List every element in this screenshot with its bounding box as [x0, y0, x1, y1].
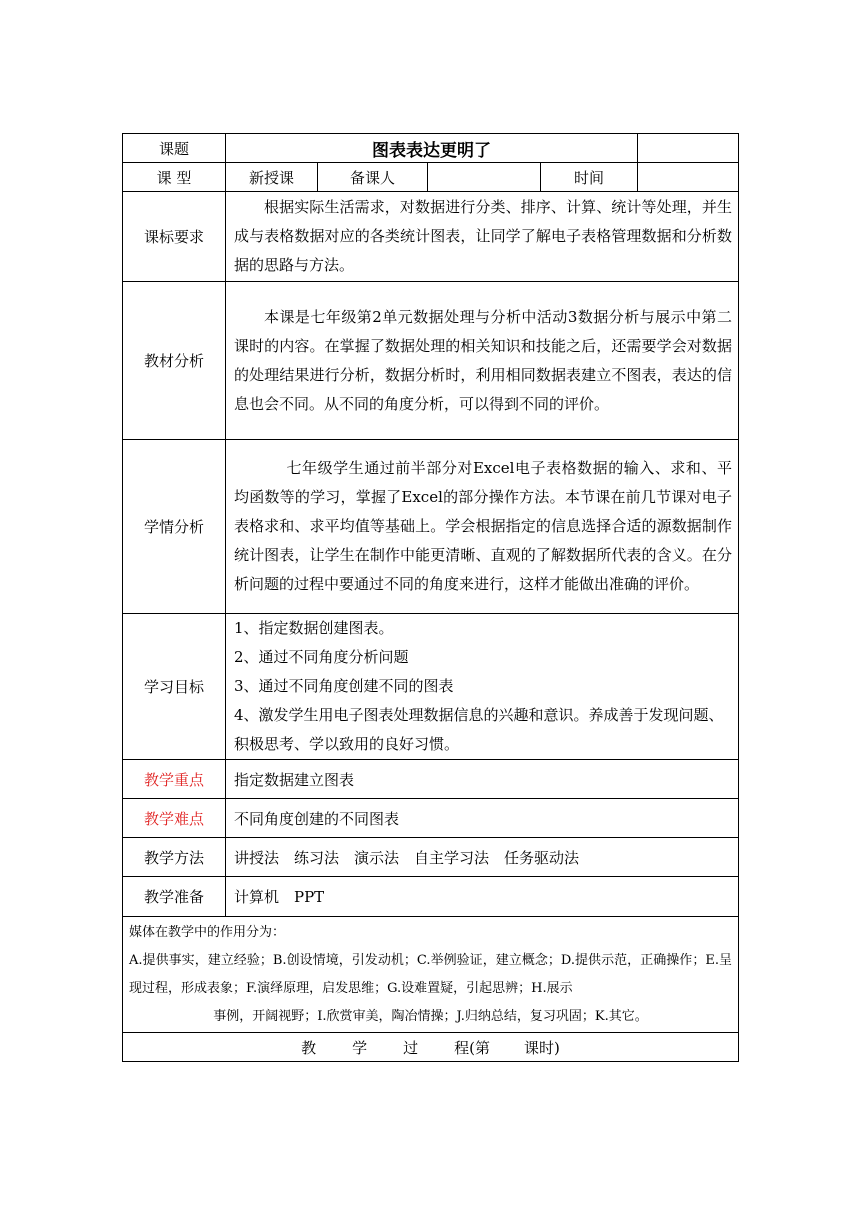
topic-label: 课题	[123, 134, 226, 163]
process-char: 过	[403, 1038, 419, 1057]
objective-item: 2、通过不同角度分析问题	[234, 648, 409, 666]
time-value	[638, 163, 739, 192]
material-row	[123, 282, 739, 440]
preparer-value	[428, 163, 541, 192]
key-point-label: 教学重点	[123, 760, 226, 799]
process-heading	[123, 1033, 739, 1062]
preparation-label: 教学准备	[123, 877, 226, 917]
media-cell	[123, 917, 739, 1033]
objectives-label: 学习目标	[123, 614, 226, 760]
objective-item: 4、激发学生用电子图表处理数据信息的兴趣和意识。养成善于发现问题、积极思考、学以致用的良好习惯。	[234, 706, 724, 753]
curriculum-label: 课标要求	[123, 192, 226, 282]
curriculum-text: 根据实际生活需求，对数据进行分类、排序、计算、统计等处理，并生成与表格数据对应的各类统计图表，让同学了解电子表格管理数据和分析数据的思路与方法。	[234, 198, 732, 274]
difficulty-row	[123, 799, 739, 838]
process-row	[123, 1033, 739, 1062]
media-body: A.提供事实，建立经验；B.创设情境，引发动机；C.举例验证，建立概念；D.提供示范，正确操作；E.呈现过程，形成表象；F.演绎原理，启发思维；G.设难置疑，引起思辨；H.展示	[129, 953, 732, 996]
method-text: 讲授法 练习法 演示法 自主学习法 任务驱动法	[226, 838, 739, 877]
type-label: 课 型	[123, 163, 226, 192]
objectives-cell	[226, 614, 739, 760]
difficulty-text: 不同角度创建的不同图表	[226, 799, 739, 838]
students-cell	[226, 440, 739, 614]
difficulty-label: 教学难点	[123, 799, 226, 838]
process-char: 程(第	[454, 1038, 491, 1057]
method-row	[123, 838, 739, 877]
media-last-line: 事例，开阔视野；I.欣赏审美，陶冶情操；J.归纳总结，复习巩固；K.其它。	[213, 1009, 648, 1024]
process-char: 教	[301, 1038, 317, 1057]
material-cell	[226, 282, 739, 440]
preparer-label: 备课人	[318, 163, 428, 192]
type-value: 新授课	[226, 163, 318, 192]
material-text: 本课是七年级第2单元数据处理与分析中活动3数据分析与展示中第二课时的内容。在掌握了数据处理的相关知识和技能之后，还需要学会对数据的处理结果进行分析，数据分析时，利用相同数据表建立不图表，表达的信息也会不同。从不同的角度分析，可以得到不同的评价。	[234, 307, 732, 413]
topic-title: 图表表达更明了	[226, 134, 638, 163]
preparation-row	[123, 877, 739, 917]
type-row	[123, 163, 739, 192]
method-label: 教学方法	[123, 838, 226, 877]
preparation-text: 计算机 PPT	[226, 877, 739, 917]
media-row	[123, 917, 739, 1033]
curriculum-row	[123, 192, 739, 282]
media-heading: 媒体在教学中的作用分为：	[129, 925, 286, 940]
curriculum-cell	[226, 192, 739, 282]
lesson-plan-table	[122, 133, 739, 1062]
process-char: 学	[352, 1038, 368, 1057]
key-point-text: 指定数据建立图表	[226, 760, 739, 799]
material-label: 教材分析	[123, 282, 226, 440]
students-label: 学情分析	[123, 440, 226, 614]
process-char: 课时)	[524, 1038, 560, 1057]
objective-item: 3、通过不同角度创建不同的图表	[234, 677, 454, 695]
students-text: 七年级学生通过前半部分对Excel电子表格数据的输入、求和、平均函数等的学习，掌握了Excel的部分操作方法。本节课在前几节课对电子表格求和、求平均值等基础上。学会根据指定的信息选择合适的源数据制作统计图表，让学生在制作中能更清晰、直观的了解数据所代表的含义。在分析问题的过程中要通过不同的角度来进行，这样才能做出准确的评价。	[234, 459, 732, 593]
topic-row	[123, 134, 739, 163]
students-row	[123, 440, 739, 614]
topic-extra-cell	[638, 134, 739, 163]
objective-item: 1、指定数据创建图表。	[234, 619, 394, 637]
time-label: 时间	[541, 163, 638, 192]
key-point-row	[123, 760, 739, 799]
objectives-row	[123, 614, 739, 760]
